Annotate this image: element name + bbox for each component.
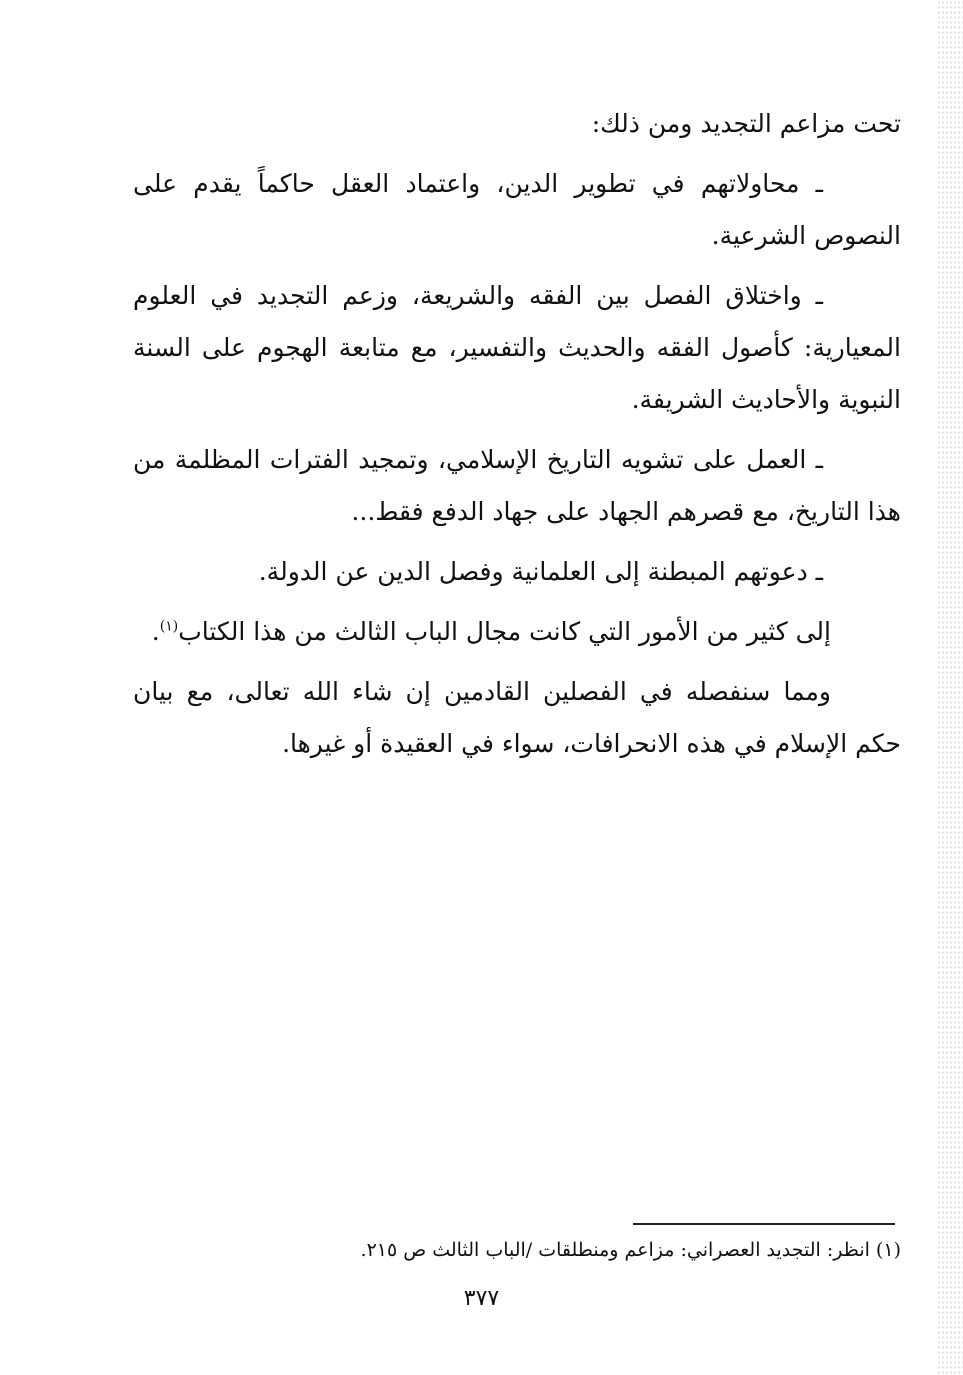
chapter-reference-text: إلى كثير من الأمور التي كانت مجال الباب الثالث من هذا الكتاب — [178, 617, 831, 646]
list-item-history-distortion: ـ العمل على تشويه التاريخ الإسلامي، وتمجيد الفترات المظلمة من هذا التاريخ، مع قصرهم الجهاد على جهاد الدفع فقط... — [133, 445, 901, 526]
footnote-reference-marker[interactable]: (١) — [159, 618, 179, 635]
list-item-secularism-call: ـ دعوتهم المبطنة إلى العلمانية وفصل الدين عن الدولة. — [258, 557, 823, 586]
list-item-fiqh-separation: ـ واختلاق الفصل بين الفقه والشريعة، وزعم التجديد في العلوم المعيارية: كأصول الفقه والحديث والتفسير، مع متابعة الهجوم على السنة النبوية والأحاديث الشريفة. — [133, 281, 901, 414]
scan-edge-texture — [937, 0, 963, 1375]
closing-paragraph: ومما سنفصله في الفصلين القادمين إن شاء الله تعالى، مع بيان حكم الإسلام في هذه الانحرافات، سواء في العقيدة أو غيرها. — [133, 677, 901, 758]
chapter-reference-period: . — [151, 617, 160, 646]
chapter-reference-paragraph — [133, 606, 901, 658]
main-text-body — [133, 98, 901, 778]
intro-line: تحت مزاعم التجديد ومن ذلك: — [591, 109, 901, 138]
page-number: ٣٧٧ — [463, 1286, 500, 1311]
list-item-renewal-attempts: ـ محاولاتهم في تطوير الدين، واعتماد العقل حاكماً يقدم على النصوص الشرعية. — [133, 169, 901, 250]
footnote-text: (١) انظر: التجديد العصراني: مزاعم ومنطلقات /الباب الثالث ص ٢١٥. — [360, 1239, 901, 1261]
footnote-separator-line — [633, 1223, 895, 1225]
